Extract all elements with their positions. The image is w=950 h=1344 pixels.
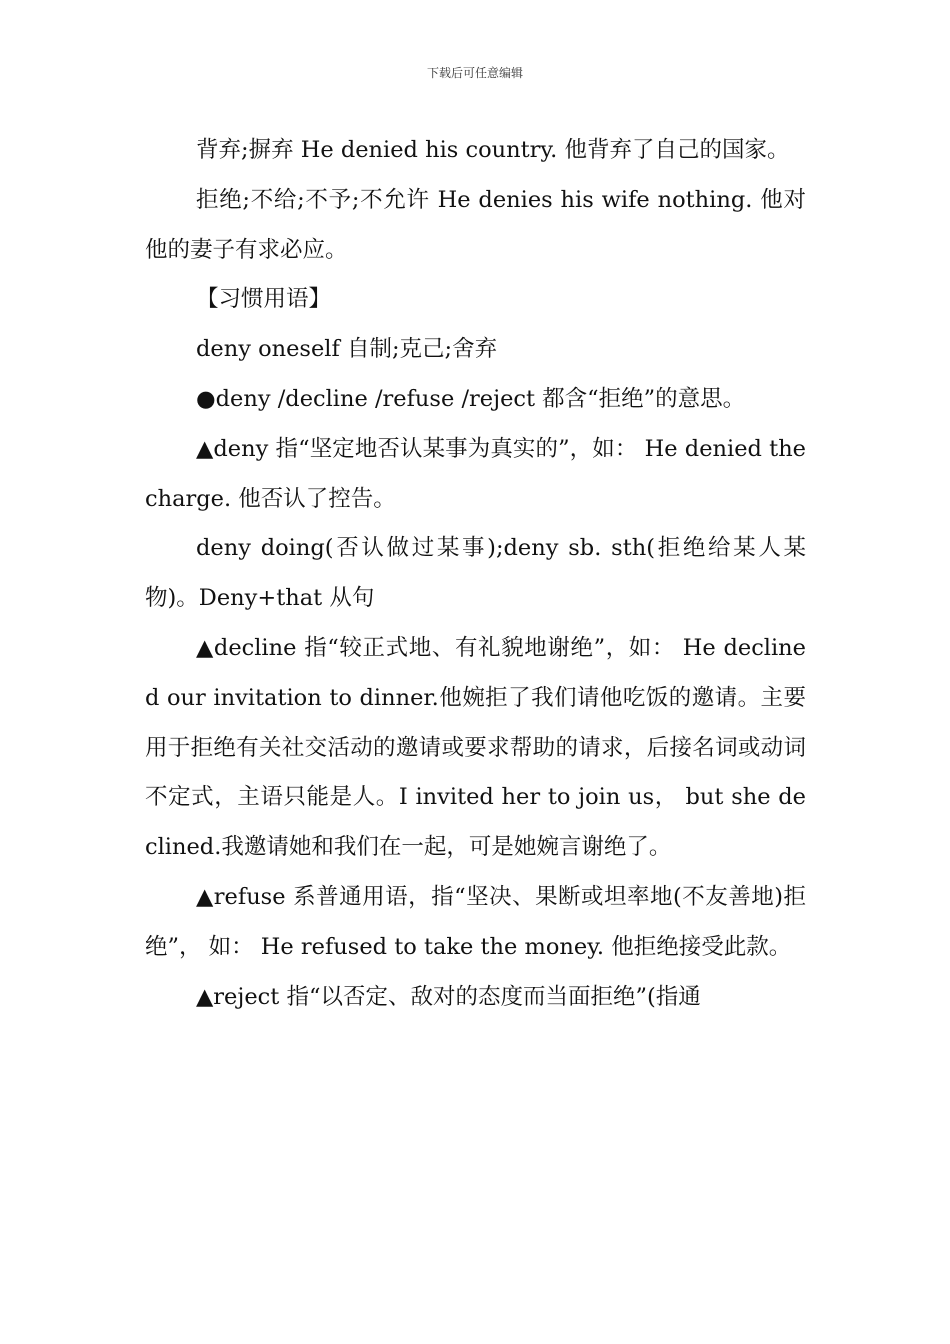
paragraph-1: 背弃;摒弃 He denied his country. 他背弃了自己的国家。 bbox=[196, 137, 790, 163]
paragraph-9: ▲refuse 系普通用语，指“坚决、果断或坦率地(不友善地)拒绝”， 如： He refused to take the money. 他拒绝接受此款。 bbox=[145, 883, 806, 960]
section-heading: 【习惯用语】 bbox=[196, 286, 332, 313]
paragraph-7: deny doing(否认做过某事);deny sb. sth(拒绝给某人某物)。Deny+that 从句 bbox=[145, 535, 806, 612]
paragraph-10: ▲reject 指“以否定、敌对的态度而当面拒绝”(指通 bbox=[196, 983, 701, 1010]
paragraph-8: ▲decline 指“较正式地、有礼貌地谢绝”，如： He declined our invitation to dinner.他婉拒了我们请他吃饭的邀请。主要用于拒绝有关社交活动的邀请或要求帮助的请求，后接名词或动词不定式，主语只能是人。I invited her to join us， but she declined.我邀请她和我们在一起，可是她婉言谢绝了。 bbox=[145, 634, 806, 861]
paragraph-6: ▲deny 指“坚定地否认某事为真实的”，如： He denied the charge. 他否认了控告。 bbox=[145, 435, 806, 512]
page-header: 下载后可任意编辑 bbox=[426, 66, 523, 80]
paragraph-5: ●deny /decline /refuse /reject 都含“拒绝”的意思。 bbox=[196, 385, 746, 412]
paragraph-2: 拒绝;不给;不予;不允许 He denies his wife nothing. 他对他的妻子有求必应。 bbox=[145, 186, 806, 263]
paragraph-4: deny oneself 自制;克己;舍弃 bbox=[196, 336, 498, 363]
document-body bbox=[145, 126, 806, 1022]
